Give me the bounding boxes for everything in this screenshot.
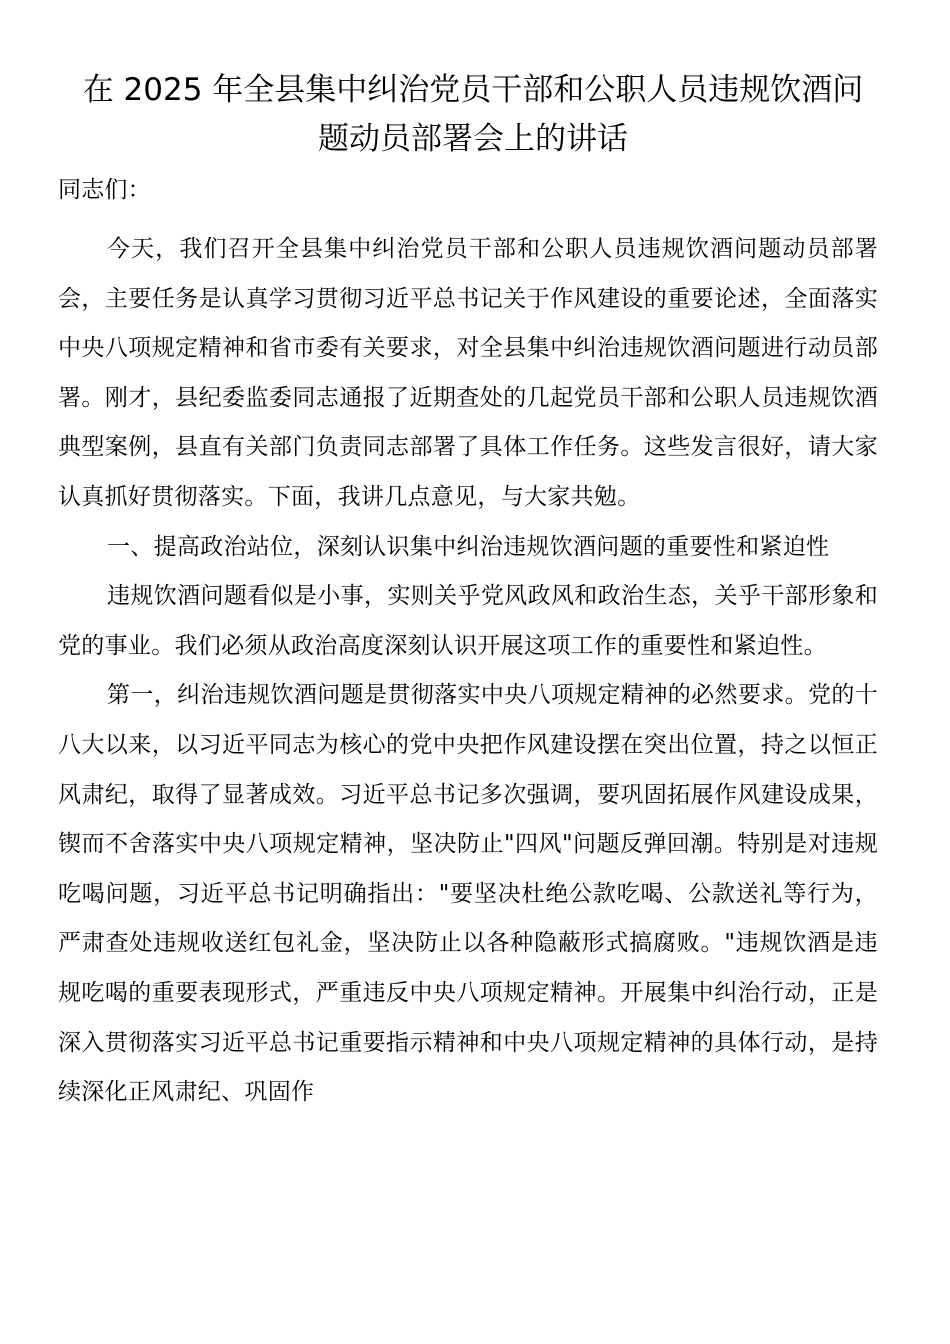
paragraph-section-1-intro: 违规饮酒问题看似是小事，实则关乎党风政风和政治生态，关乎干部形象和党的事业。我们必须从政治高度深刻认识开展这项工作的重要性和紧迫性。: [58, 583, 878, 659]
document-title: 在 2025 年全县集中纠治党员干部和公职人员违规饮酒问题动员部署会上的讲话: [82, 72, 864, 157]
section-heading-1: 一、提高政治站位，深刻认识集中纠治违规饮酒问题的重要性和紧迫性: [107, 533, 830, 560]
paragraph-intro: 今天，我们召开全县集中纠治党员干部和公职人员违规饮酒问题动员部署会，主要任务是认真学习贯彻习近平总书记关于作风建设的重要论述，全面落实中央八项规定精神和省市委有关要求，对全县集中纠治违规饮酒问题进行动员部署。刚才，县纪委监委同志通报了近期查处的几起党员干部和公职人员违规饮酒典型案例，县直有关部门负责同志部署了具体工作任务。这些发言很好，请大家认真抓好贯彻落实。下面，我讲几点意见，与大家共勉。: [58, 236, 878, 510]
paragraph-first-point: 第一，纠治违规饮酒问题是贯彻落实中央八项规定精神的必然要求。党的十八大以来，以习近平同志为核心的党中央把作风建设摆在突出位置，持之以恒正风肃纪，取得了显著成效。习近平总书记多次强调，要巩固拓展作风建设成果，锲而不舍落实中央八项规定精神，坚决防止"四风"问题反弹回潮。特别是对违规吃喝问题，习近平总书记明确指出："要坚决杜绝公款吃喝、公款送礼等行为，严肃查处违规收送红包礼金，坚决防止以各种隐蔽形式搞腐败。"违规饮酒是违规吃喝的重要表现形式，严重违反中央八项规定精神。开展集中纠治行动，正是深入贯彻落实习近平总书记重要指示精神和中央八项规定精神的具体行动，是持续深化正风肃纪、巩固作: [58, 682, 878, 1106]
salutation: 同志们：: [58, 177, 151, 203]
